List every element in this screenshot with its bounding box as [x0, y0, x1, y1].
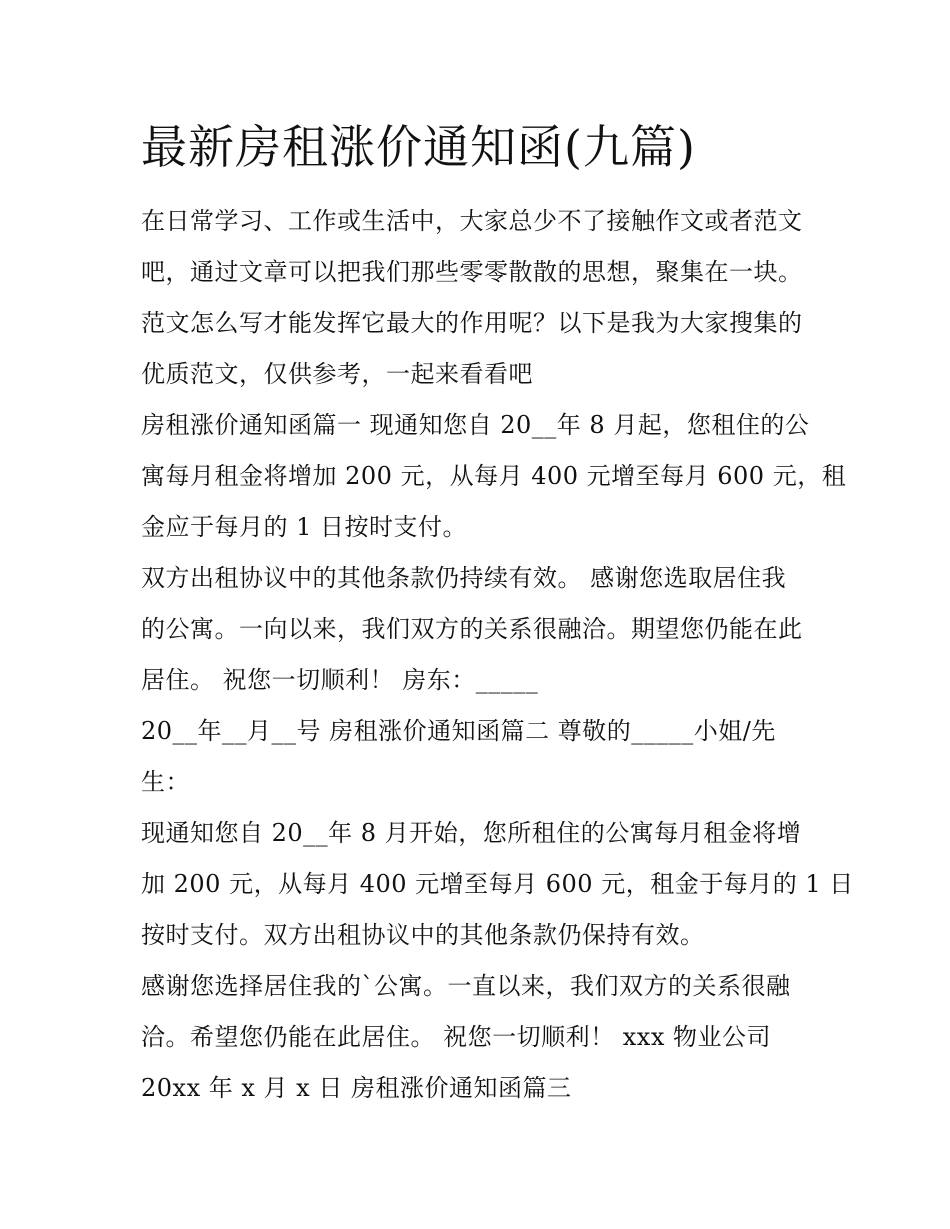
paragraph-line: 现通知您自 20__年 8 月开始，您所租住的公寓每月租金将增 — [141, 819, 802, 847]
paragraph-notice-one-closing — [141, 553, 811, 706]
paragraph-line: 寓每月租金将增加 200 元，从每月 400 元增至每月 600 元，租 — [141, 462, 847, 490]
paragraph-line: 洽。希望您仍能在此居住。 祝您一切顺利！ xxx 物业公司 — [141, 1023, 771, 1051]
paragraph-line: 优质范文，仅供参考，一起来看看吧 — [141, 360, 533, 388]
paragraph-line: 房租涨价通知函篇一 现通知您自 20__年 8 月起，您租住的公 — [141, 411, 810, 439]
paragraph-line: 吧，通过文章可以把我们那些零零散散的思想，聚集在一块。 — [141, 258, 803, 286]
paragraph-line: 范文怎么写才能发挥它最大的作用呢？以下是我为大家搜集的 — [141, 309, 803, 337]
paragraph-line: 20__年__月__号 房租涨价通知函篇二 尊敬的_____小姐/先 — [141, 717, 776, 745]
paragraph-line: 20xx 年 x 月 x 日 房租涨价通知函篇三 — [141, 1074, 572, 1102]
paragraph-line: 感谢您选择居住我的`公寓。一直以来，我们双方的关系很融 — [141, 972, 791, 1000]
paragraph-line: 金应于每月的 1 日按时支付。 — [141, 513, 468, 541]
paragraph-line: 居住。 祝您一切顺利！ 房东：_____ — [141, 666, 539, 694]
paragraph-notice-two-greeting — [141, 706, 811, 808]
paragraph-line: 加 200 元，从每月 400 元增至每月 600 元，租金于每月的 1 日 — [141, 870, 854, 898]
paragraph-line: 的公寓。一向以来，我们双方的关系很融洽。期望您仍能在此 — [141, 615, 803, 643]
paragraph-line: 双方出租协议中的其他条款仍持续有效。 感谢您选取居住我 — [141, 564, 787, 592]
paragraph-notice-two-closing — [141, 961, 811, 1114]
paragraph-line: 生： — [141, 768, 190, 796]
document-body — [141, 196, 854, 1114]
paragraph-notice-two-body — [141, 808, 854, 961]
paragraph-line: 在日常学习、工作或生活中，大家总少不了接触作文或者范文 — [141, 207, 803, 235]
paragraph-notice-one — [141, 400, 847, 553]
document-title: 最新房租涨价通知函(九篇) — [141, 120, 696, 174]
paragraph-line: 按时支付。双方出租协议中的其他条款仍保持有效。 — [141, 921, 705, 949]
paragraph-intro — [141, 196, 811, 400]
